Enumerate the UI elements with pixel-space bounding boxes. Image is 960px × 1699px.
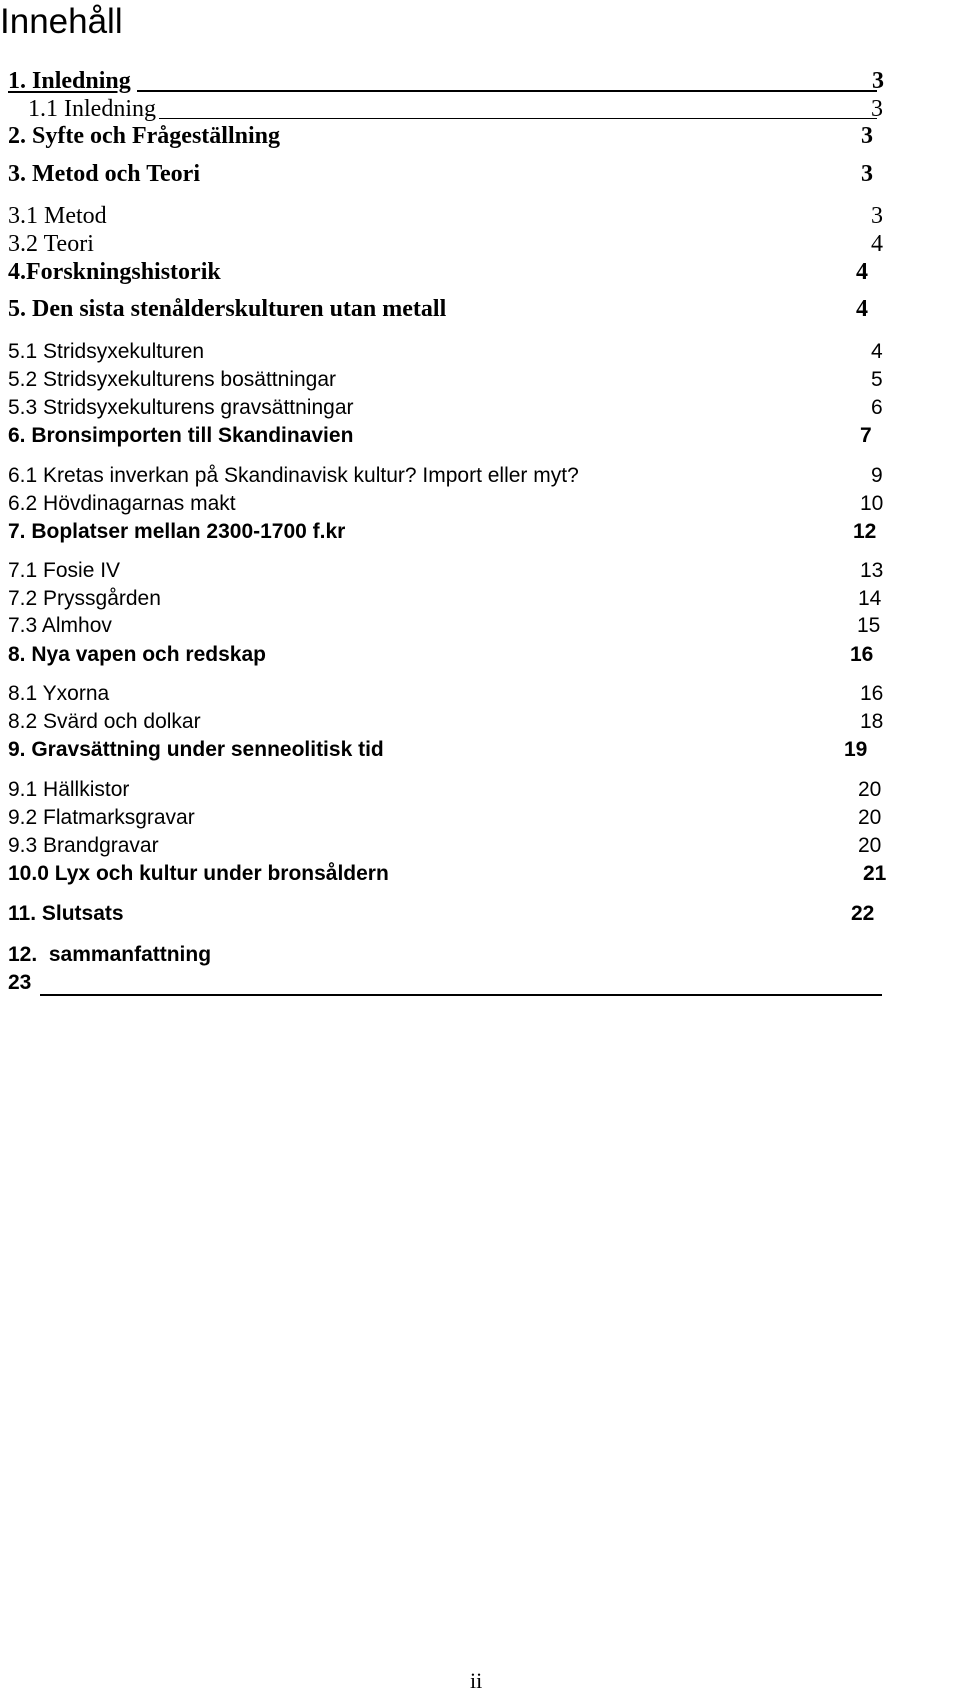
toc-entry-label: 6.2 Hövdinagarnas makt (8, 492, 236, 515)
toc-entry-label: 6.1 Kretas inverkan på Skandinavisk kultur? Import eller myt? (8, 464, 579, 487)
toc-entry-page: 20 (858, 834, 882, 857)
toc-entry[interactable] (8, 160, 960, 190)
toc-entry-label: 1. Inledning (8, 68, 131, 94)
leader-line (159, 118, 877, 119)
toc-entry[interactable] (8, 394, 960, 424)
toc-entry-page: 21 (863, 862, 887, 885)
toc-entry-label: 9. Gravsättning under senneolitisk tid (8, 738, 384, 761)
toc-entry-page: 3 (871, 203, 883, 229)
toc-entry-page: 13 (860, 559, 884, 582)
toc-entry[interactable] (8, 67, 960, 97)
toc-entry[interactable] (8, 860, 960, 890)
toc-entry[interactable] (8, 295, 960, 325)
toc-entry[interactable] (8, 490, 960, 520)
leader-line (137, 90, 877, 92)
toc-entry-page: 4 (871, 231, 883, 257)
toc-entry-page: 7 (860, 424, 872, 447)
toc-entry-page: 5 (871, 368, 883, 391)
toc-entry-page: 19 (844, 738, 868, 761)
toc-entry-label: 5.3 Stridsyxekulturens gravsättningar (8, 396, 354, 419)
toc-entry-page: 20 (858, 806, 882, 829)
toc-entry-label: 1.1 Inledning (28, 96, 156, 122)
toc-entry-label: 7.3 Almhov (8, 614, 112, 637)
toc-entry-label: 6. Bronsimporten till Skandinavien (8, 424, 354, 447)
leader-line (40, 994, 882, 996)
toc-entry-label: 9.1 Hällkistor (8, 778, 130, 801)
page-number: ii (470, 1668, 483, 1693)
toc-entry[interactable] (8, 422, 960, 452)
toc-entry-page: 3 (872, 68, 884, 94)
toc-entry-page: 20 (858, 778, 882, 801)
toc-entry[interactable] (8, 832, 960, 862)
toc-entry-page: 4 (871, 340, 883, 363)
toc-entry-label: 9.3 Brandgravar (8, 834, 159, 857)
toc-entry[interactable] (8, 462, 960, 492)
toc-entry[interactable] (8, 612, 960, 642)
toc-entry-page: 22 (851, 902, 875, 925)
toc-entry-label: 7.2 Pryssgården (8, 587, 161, 610)
toc-entry-page: 16 (850, 643, 874, 666)
toc-entry-label: 3.1 Metod (8, 203, 107, 229)
toc-entry[interactable] (8, 366, 960, 396)
toc-entry[interactable] (8, 708, 960, 738)
toc-entry-page: 18 (860, 710, 884, 733)
toc-entry-label: 8.2 Svärd och dolkar (8, 710, 201, 733)
toc-entry[interactable] (8, 585, 960, 615)
toc-entry-page: 12 (853, 520, 877, 543)
toc-entry[interactable] (8, 680, 960, 710)
toc-entry-label: 8. Nya vapen och redskap (8, 643, 266, 666)
toc-entry-page: 10 (860, 492, 884, 515)
toc-entry-page: 23 (8, 971, 32, 994)
toc-entry-page: 6 (871, 396, 883, 419)
toc-entry-label: 2. Syfte och Frågeställning (8, 123, 280, 149)
toc-entry-label: 5.1 Stridsyxekulturen (8, 340, 205, 363)
toc-entry[interactable] (8, 122, 960, 152)
toc-entry-label: 11. Slutsats (8, 902, 124, 925)
toc-entry[interactable] (8, 338, 960, 368)
toc-entry[interactable] (8, 202, 960, 232)
toc-entry-label: 5. Den sista stenålderskulturen utan metall (8, 296, 447, 322)
toc-entry[interactable] (8, 900, 960, 930)
toc-entry-label: 3.2 Teori (8, 231, 94, 257)
toc-entry-label: 12. sammanfattning (8, 943, 212, 966)
toc-entry[interactable] (8, 230, 960, 260)
toc-entry-label: 9.2 Flatmarksgravar (8, 806, 195, 829)
toc-entry-label: 3. Metod och Teori (8, 161, 200, 187)
toc-entry-label: 10.0 Lyx och kultur under bronsåldern (8, 862, 389, 885)
toc-entry-label: 4.Forskningshistorik (8, 259, 221, 285)
toc-entry-page: 14 (858, 587, 882, 610)
toc-entry[interactable] (28, 95, 960, 125)
toc-entry[interactable] (8, 641, 960, 671)
toc-entry-page: 9 (871, 464, 883, 487)
toc-entry-label: 8.1 Yxorna (8, 682, 110, 705)
toc-entry[interactable] (8, 258, 960, 288)
toc-entry[interactable] (8, 804, 960, 834)
toc-entry-page: 3 (861, 161, 873, 187)
toc-entry-label: 7. Boplatser mellan 2300-1700 f.kr (8, 520, 346, 543)
toc-entry-page: 4 (856, 259, 868, 285)
toc-entry[interactable] (8, 736, 960, 766)
toc-entry-page: 3 (861, 123, 873, 149)
toc-entry[interactable] (8, 941, 960, 1005)
toc-entry-page: 15 (857, 614, 881, 637)
toc-entry-label: 5.2 Stridsyxekulturens bosättningar (8, 368, 337, 391)
toc-entry-page: 3 (871, 96, 883, 122)
toc-entry[interactable] (8, 776, 960, 806)
toc-entry-page: 4 (856, 296, 868, 322)
page-title: Innehåll (0, 2, 123, 41)
toc-entry[interactable] (8, 518, 960, 548)
toc-entry-page: 16 (860, 682, 884, 705)
toc-entry-label: 7.1 Fosie IV (8, 559, 121, 582)
toc-entry[interactable] (8, 557, 960, 587)
